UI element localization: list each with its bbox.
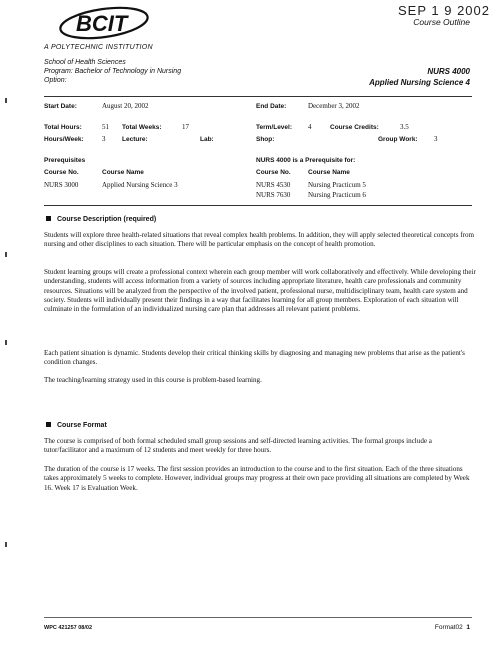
term-level-label: Term/Level: xyxy=(256,124,293,131)
tagline: A POLYTECHNIC INSTITUTION xyxy=(44,44,153,51)
bcit-logo xyxy=(56,4,156,42)
description-paragraph: Student learning groups will create a professional context wherein each group member will work collaboratively and effectively. While developing their understanding, students will access information from a variety of sources including appropriate literature, health care professionals and community resources. Situations will be analyzed from the perspective of the involved patient, professional nurse, multidisciplinary team, health care system and society. Students will individually present their findings in a way that facilitates learning for all group members. Exploration of each situation will culminate in the formulation of an individualized nursing care plan that addresses all relevant patient problems. xyxy=(44,268,476,314)
description-paragraph: Each patient situation is dynamic. Students develop their critical thinking skills by diagnosing and managing new problems that arise as the patient's condition changes. xyxy=(44,349,465,367)
next-course-no: NURS 4530 xyxy=(256,181,291,189)
total-weeks-value: 17 xyxy=(182,123,189,131)
term-level-value: 4 xyxy=(308,123,312,131)
group-work-value: 3 xyxy=(434,135,438,143)
next-course-name: Nursing Practicum 5 xyxy=(308,181,366,189)
footer-right xyxy=(435,624,470,631)
prerequisite-for-heading: NURS 4000 is a Prerequisite for: xyxy=(256,157,356,164)
prereq-for-col-course-no: Course No. xyxy=(256,169,291,176)
next-course-name: Nursing Practicum 6 xyxy=(308,191,366,199)
course-description-heading: Course Description (required) xyxy=(46,216,156,223)
school-block xyxy=(44,58,181,85)
prereq-course-name: Applied Nursing Science 3 xyxy=(102,181,178,189)
prereq-for-col-course-name: Course Name xyxy=(308,169,350,176)
header-divider xyxy=(44,96,472,97)
margin-mark xyxy=(5,542,7,547)
group-work-label: Group Work: xyxy=(378,136,418,143)
received-stamp: SEP 1 9 2002 xyxy=(398,3,490,18)
prereq-col-course-name: Course Name xyxy=(102,169,144,176)
school-name: School of Health Sciences xyxy=(44,59,126,66)
svg-text:BCIT: BCIT xyxy=(76,11,128,36)
prereq-col-course-no: Course No. xyxy=(44,169,79,176)
total-hours-label: Total Hours: xyxy=(44,124,82,131)
footer-format-code: Format02 xyxy=(434,624,463,631)
format-paragraph: The duration of the course is 17 weeks. The first session provides an introduction to the course and to the first situation. Each of the three situations takes approximately 5 weeks to complete. However, individual groups may progress at their own pace providing all situations are completed by Week 16. Week 17 is Evaluation Week. xyxy=(44,465,470,492)
bullet-square-icon xyxy=(46,422,51,427)
course-credits-label: Course Credits: xyxy=(330,124,379,131)
hours-week-value: 3 xyxy=(102,135,106,143)
margin-mark xyxy=(5,252,7,257)
doc-type: Course Outline xyxy=(413,17,470,27)
shop-label: Shop: xyxy=(256,136,275,143)
total-weeks-label: Total Weeks: xyxy=(122,124,162,131)
end-date-label: End Date: xyxy=(256,103,287,110)
description-paragraph: Students will explore three health-related situations that reveal complex health problems. In addition, they will apply selected theoretical concepts from nursing and other disciplines to each situation. There will be particular emphasis on the concept of health promotion. xyxy=(44,231,475,249)
course-code: NURS 4000 xyxy=(427,67,470,76)
program-name: Program: Bachelor of Technology in Nursing xyxy=(44,68,182,75)
end-date-value: December 3, 2002 xyxy=(308,102,360,110)
course-title: Applied Nursing Science 4 xyxy=(369,78,470,87)
lab-label: Lab: xyxy=(200,136,214,143)
margin-mark xyxy=(5,98,7,103)
course-id-block xyxy=(369,66,470,88)
lecture-label: Lecture: xyxy=(122,136,148,143)
page-number: 1 xyxy=(466,624,470,631)
start-date-value: August 20, 2002 xyxy=(102,102,149,110)
prereq-divider xyxy=(44,205,472,206)
start-date-label: Start Date: xyxy=(44,103,77,110)
hours-week-label: Hours/Week: xyxy=(44,136,84,143)
course-format-heading: Course Format xyxy=(46,422,107,429)
total-hours-value: 51 xyxy=(102,123,109,131)
description-paragraph: The teaching/learning strategy used in this course is problem-based learning. xyxy=(44,376,262,384)
format-paragraph: The course is comprised of both formal scheduled small group sessions and self-directed learning activities. The formal groups include a tutor/facilitator and a maximum of 12 students and meet weekly for three hours. xyxy=(44,437,432,455)
prerequisites-heading: Prerequisites xyxy=(44,157,86,164)
prereq-course-no: NURS 3000 xyxy=(44,181,79,189)
option-label: Option: xyxy=(44,77,67,84)
next-course-no: NURS 7630 xyxy=(256,191,291,199)
bullet-square-icon xyxy=(46,216,51,221)
course-credits-value: 3.5 xyxy=(400,123,409,131)
footer-form-code: WPC 421257 08/02 xyxy=(44,625,93,631)
footer-divider xyxy=(44,617,472,618)
margin-mark xyxy=(5,340,7,345)
